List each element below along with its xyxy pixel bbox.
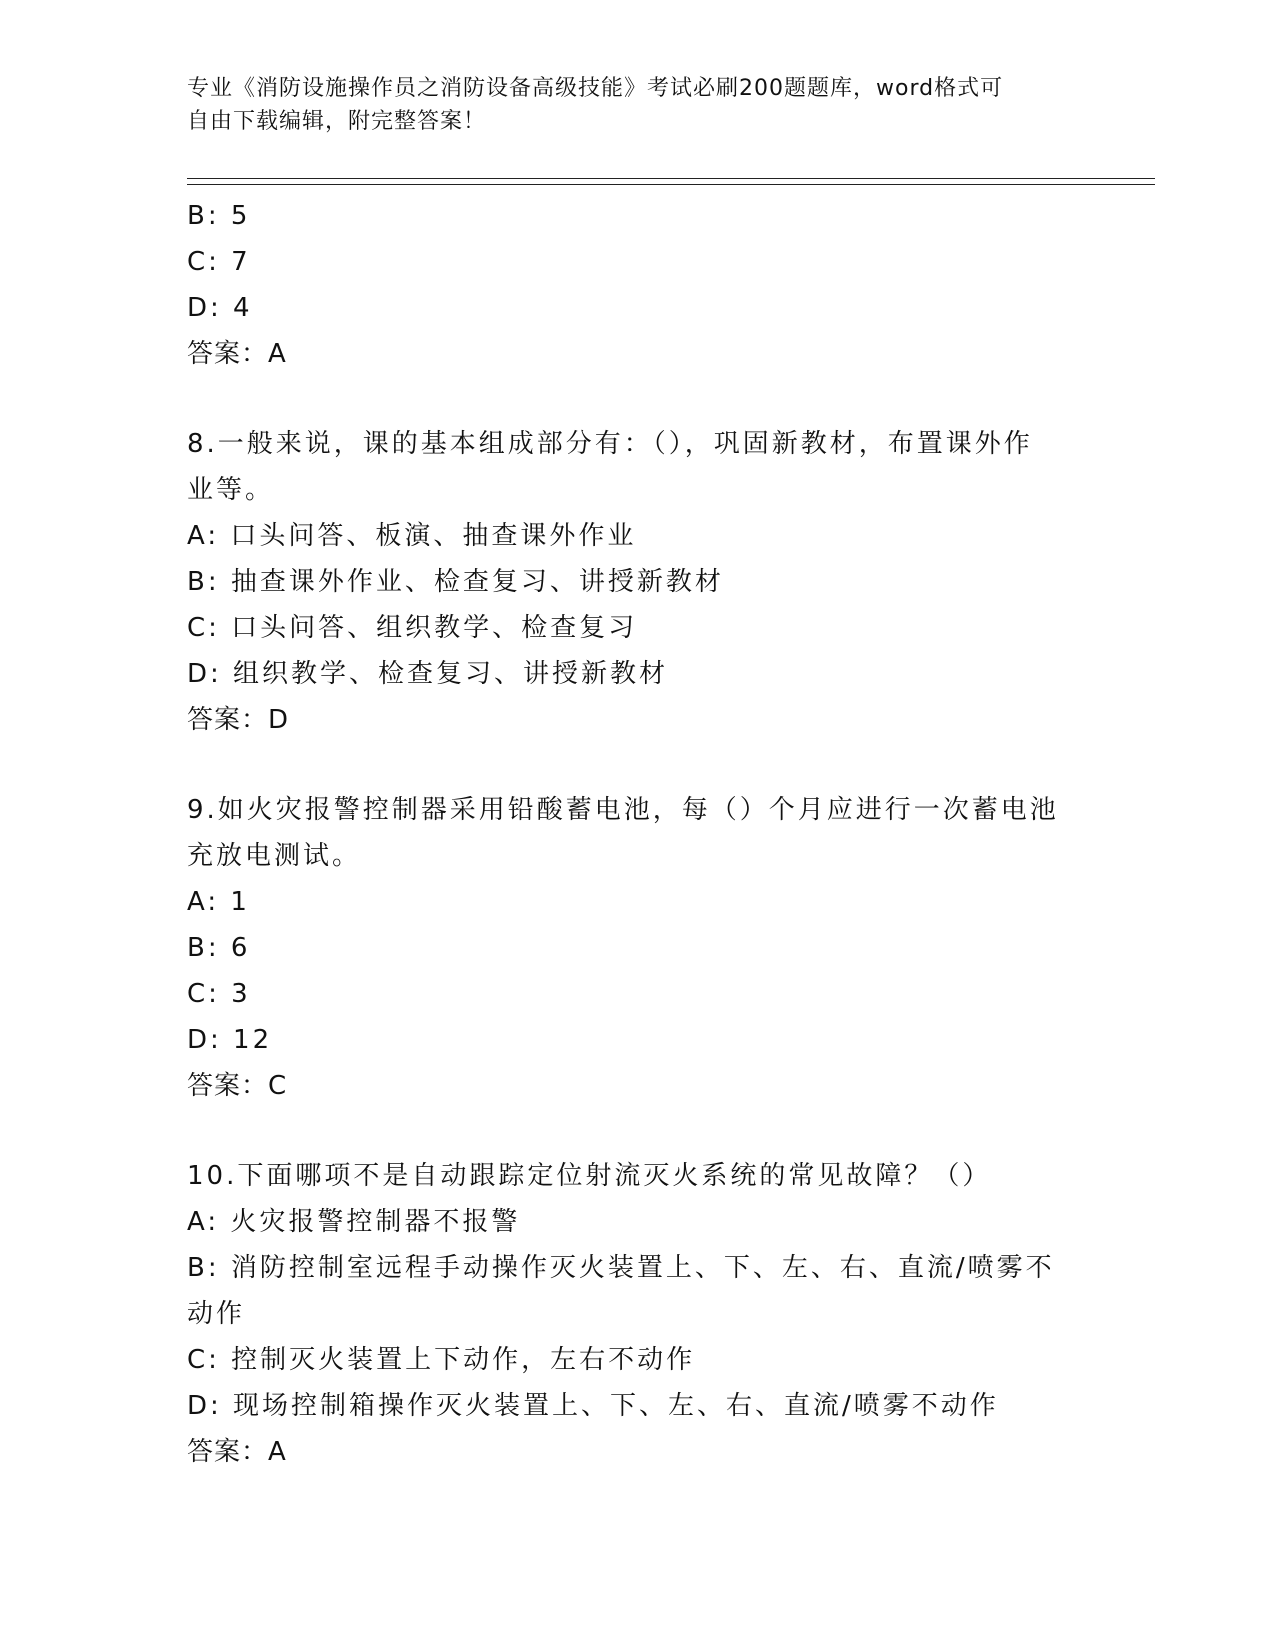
option-a: A: 火灾报警控制器不报警 bbox=[187, 1207, 521, 1237]
question-10 bbox=[187, 1153, 1067, 1475]
option-a: A: 口头问答、板演、抽查课外作业 bbox=[187, 521, 637, 551]
spacer bbox=[187, 743, 1067, 787]
header-line-2: 自由下载编辑，附完整答案！ bbox=[187, 109, 487, 134]
document-header bbox=[187, 72, 1067, 138]
option-b: B: 抽查课外作业、检查复习、讲授新教材 bbox=[187, 567, 724, 597]
answer-label: 答案：A bbox=[187, 1437, 287, 1467]
option-d: D: 现场控制箱操作灭火装置上、下、左、右、直流/喷雾不动作 bbox=[187, 1391, 999, 1421]
question-7-tail bbox=[187, 193, 1067, 377]
document-body bbox=[187, 193, 1067, 1475]
question-text-line-2: 充放电测试。 bbox=[187, 841, 362, 871]
header-divider-bottom bbox=[187, 184, 1155, 185]
answer-label: 答案：D bbox=[187, 705, 290, 735]
question-text-line-2: 业等。 bbox=[187, 475, 275, 505]
option-d: D: 12 bbox=[187, 1025, 273, 1055]
question-8 bbox=[187, 421, 1067, 743]
header-divider-top bbox=[187, 178, 1155, 179]
option-b-line-1: B: 消防控制室远程手动操作灭火装置上、下、左、右、直流/喷雾不 bbox=[187, 1253, 1055, 1283]
question-text-line-1: 8.一般来说，课的基本组成部分有：（），巩固新教材，布置课外作 bbox=[187, 429, 1033, 459]
spacer bbox=[187, 1109, 1067, 1153]
spacer bbox=[187, 377, 1067, 421]
header-line-1: 专业《消防设施操作员之消防设备高级技能》考试必刷200题题库，word格式可 bbox=[187, 76, 1004, 101]
option-d: D: 组织教学、检查复习、讲授新教材 bbox=[187, 659, 669, 689]
question-text: 10.下面哪项不是自动跟踪定位射流灭火系统的常见故障？（） bbox=[187, 1161, 992, 1191]
option-a: A: 1 bbox=[187, 887, 250, 917]
option-c: C: 7 bbox=[187, 247, 251, 277]
answer-label: 答案：A bbox=[187, 339, 287, 369]
option-c: C: 3 bbox=[187, 979, 251, 1009]
question-9 bbox=[187, 787, 1067, 1109]
option-b: B: 6 bbox=[187, 933, 251, 963]
option-b-line-2: 动作 bbox=[187, 1299, 246, 1329]
option-b: B: 5 bbox=[187, 201, 251, 231]
question-text-line-1: 9.如火灾报警控制器采用铅酸蓄电池，每（）个月应进行一次蓄电池 bbox=[187, 795, 1059, 825]
option-c: C: 控制灭火装置上下动作，左右不动作 bbox=[187, 1345, 696, 1375]
answer-label: 答案：C bbox=[187, 1071, 288, 1101]
option-d: D: 4 bbox=[187, 293, 253, 323]
option-c: C: 口头问答、组织教学、检查复习 bbox=[187, 613, 638, 643]
